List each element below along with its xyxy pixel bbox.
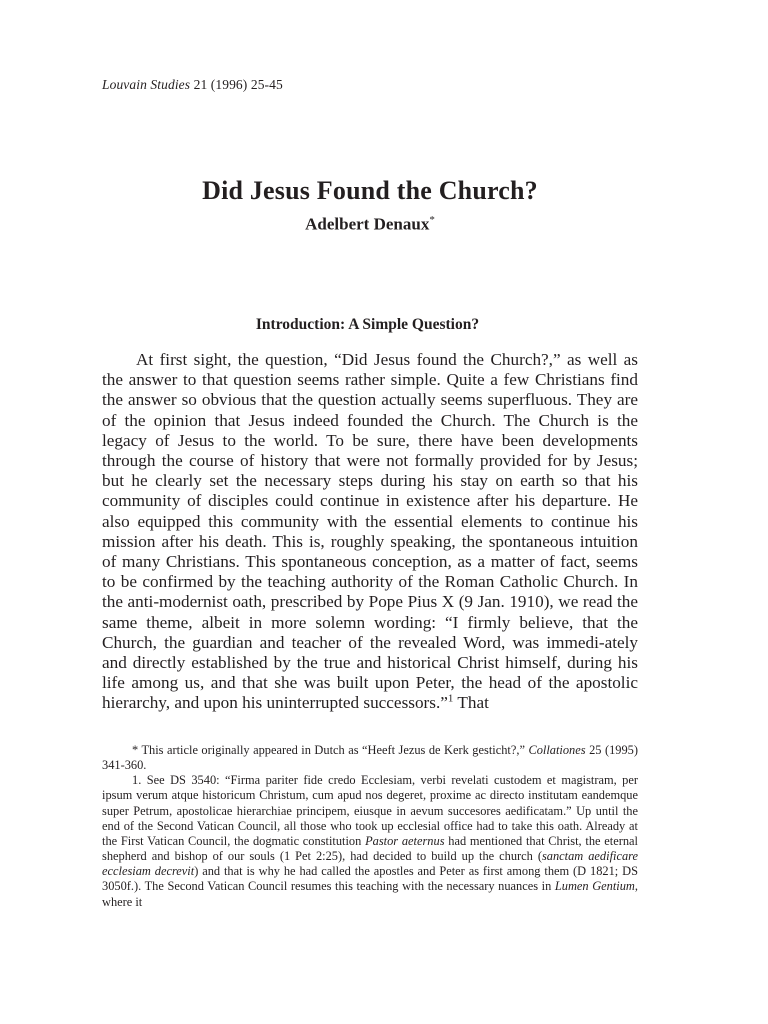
footnote-1 (102, 773, 638, 909)
footnote-1-text-d: , where it (102, 879, 638, 909)
footnote-1-text-a: 1. See DS 3540: “Firma pariter fide credo Ecclesiam, verbi revelati custodem et magistram, per ipsum verum atque historicum Christum, cum apud nos degeret, proxime ac directo institutam eandemque super Petrum, apostolicae hierarchiae principem, eiusque in aevum succesores aedificatam.” Up until the end of the Second Vatican Council, all those who took up ecclesial office had to take this oath. Already at the First Vatican Council, the dogmatic constitution (102, 773, 638, 848)
journal-citation: 21 (1996) 25-45 (190, 77, 283, 92)
paragraph-trailing: That (453, 693, 489, 713)
body-paragraph (102, 350, 638, 714)
footnote-star-source: Collationes (528, 743, 586, 757)
article-title: Did Jesus Found the Church? (202, 176, 538, 205)
footnote-ref-1: 1 (447, 692, 454, 705)
footnote-1-italic-a: Pastor aeternus (365, 833, 445, 848)
section-heading: Introduction: A Simple Question? (255, 316, 480, 333)
footnote-star-text: * This article originally appeared in Dutch as “Heeft Jezus de Kerk gesticht?,” (132, 743, 529, 757)
author-footnote-mark: * (429, 214, 435, 226)
footnote-1-text-b: had mentioned that Christ, the eternal shepherd and bishop of our souls (1 Pet 2:25), had decided to build up the church ( (102, 833, 638, 864)
footnote-1-italic-b: sanctam aedificare ecclesiam decrevit (102, 849, 639, 879)
running-head (102, 77, 283, 93)
footnotes (102, 743, 638, 910)
footnote-star (102, 743, 638, 773)
footnote-star-source-rest: 25 (1995) 341-360. (102, 743, 638, 773)
paragraph-text: At first sight, the question, “Did Jesus found the Church?,” as well as the answer to that question seems rather simple. Quite a few Christians find the answer so obvious that the question actually seems superfluous. They are of the opinion that Jesus indeed founded the Church. The Church is the legacy of Jesus to the world. To be sure, there have been developments through the course of history that were not formally provided for by Jesus; but he clearly set the necessary steps during his stay on earth so that his community of disciples could continue in existence after his departure. He also equipped this community with the essential elements to continue his mission after his death. This is, roughly speaking, the spontaneous intuition of many Christians. This spontaneous conception, as a matter of fact, seems to be confirmed by the teaching authority of the Roman Catholic Church. In the anti-modernist oath, prescribed by Pope Pius X (9 Jan. 1910), we read the same theme, albeit in more solemn wording: “I firmly believe, that the Church, the guardian and teacher of the revealed Word, was immedi-ately and directly established by the true and historical Christ himself, during his life among us, and that she was built upon Peter, the head of the apostolic hierarchy, and upon his uninterrupted successors.” (102, 350, 638, 713)
author-line (0, 214, 740, 235)
footnote-1-text-c: ) and that is why he had called the apostles and Peter as first among them (D 1821; DS 3050f.). The Second Vatican Council resumes this teaching with the necessary nuances in (102, 864, 638, 894)
journal-name: Louvain Studies (102, 77, 191, 92)
footnote-1-italic-c: Lumen Gentium (554, 879, 635, 894)
author-name: Adelbert Denaux (305, 214, 430, 234)
